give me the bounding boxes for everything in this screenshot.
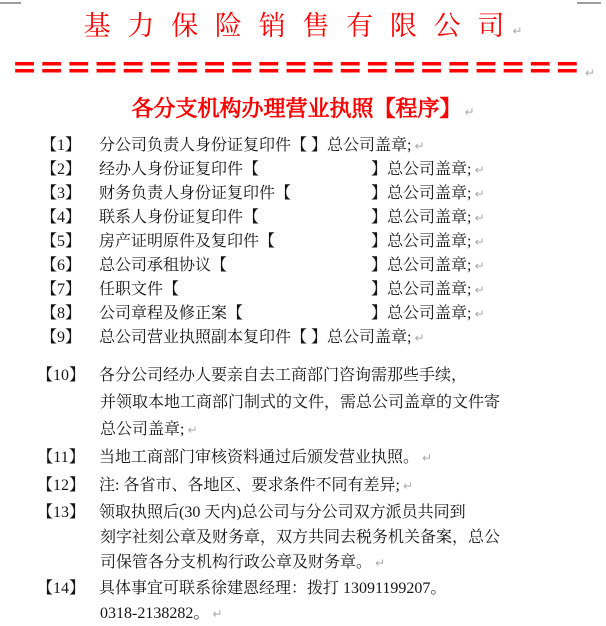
item-number: 【14】 <box>36 580 85 597</box>
text-boundary-mark-right <box>577 2 601 4</box>
return-mark-icon: ↵ <box>474 163 485 177</box>
list-item <box>36 576 606 601</box>
return-mark-icon: ↵ <box>512 24 523 38</box>
list-item <box>36 326 606 350</box>
list-item <box>36 444 606 472</box>
document-title-row <box>0 0 606 49</box>
text-boundary-mark-left <box>0 2 21 4</box>
return-mark-icon: ↵ <box>414 139 425 153</box>
item-number: 【7】 <box>40 281 81 298</box>
item-text: 公司章程及修正案【 】总公司盖章; <box>99 305 472 322</box>
section-heading-row <box>0 95 606 126</box>
item-text: 房产证明原件及复印件【 】总公司盖章; <box>99 233 472 250</box>
list-item <box>36 472 606 500</box>
item-text: 联系人身份证复印件【 】总公司盖章; <box>99 209 472 226</box>
return-mark-icon: ↵ <box>212 607 223 621</box>
item-text: 总公司盖章; <box>100 421 185 438</box>
list-item <box>36 182 606 206</box>
list-item <box>36 134 606 158</box>
list-item <box>36 362 606 389</box>
return-mark-icon: ↵ <box>464 105 475 119</box>
item-text: 0318-2138282。 <box>100 605 210 622</box>
item-number: 【8】 <box>40 305 81 322</box>
list-item <box>36 158 606 182</box>
item-number: 【10】 <box>36 367 85 384</box>
list-item-continuation <box>100 389 606 416</box>
item-number: 【12】 <box>36 477 85 494</box>
company-title: 基 力 保 险 销 售 有 限 公 司 <box>83 11 510 41</box>
list-item <box>36 500 606 525</box>
item-text: 各分公司经办人要亲自去工商部门咨询需那些手续， <box>99 367 468 384</box>
section-heading: 各分支机构办理营业执照【程序】 <box>131 96 462 121</box>
return-mark-icon: ↵ <box>402 479 413 493</box>
item-text: 分公司负责人身份证复印件【 】总公司盖章; <box>99 137 412 154</box>
item-text: 总公司营业执照副本复印件【 】总公司盖章; <box>99 329 412 346</box>
item-text: 并领取本地工商部门制式的文件，需总公司盖章的文件寄 <box>100 394 501 411</box>
item-number: 【2】 <box>40 161 81 178</box>
item-number: 【6】 <box>40 257 81 274</box>
list-item <box>36 254 606 278</box>
numbered-list <box>0 134 606 626</box>
item-number: 【11】 <box>37 449 85 466</box>
item-number: 【9】 <box>40 329 81 346</box>
list-item-continuation <box>100 525 606 550</box>
item-number: 【1】 <box>40 137 81 154</box>
list-item <box>36 206 606 230</box>
list-item <box>36 278 606 302</box>
item-number: 【4】 <box>40 209 81 226</box>
return-mark-icon: ↵ <box>474 235 485 249</box>
return-mark-icon: ↵ <box>474 187 485 201</box>
return-mark-icon: ↵ <box>187 423 198 437</box>
return-mark-icon: ↵ <box>474 283 485 297</box>
item-text: 当地工商部门审核资料通过后颁发营业执照。 <box>99 449 420 466</box>
item-text: 具体事宜可联系徐建恩经理：拨打 13091199207。 <box>99 580 447 597</box>
item-number: 【5】 <box>40 233 81 250</box>
item-text: 总公司承租协议【 】总公司盖章; <box>99 257 472 274</box>
item-text: 注: 各省市、各地区、要求条件不同有差异; <box>99 477 400 494</box>
return-mark-icon: ↵ <box>474 211 485 225</box>
list-item-continuation <box>100 550 606 576</box>
item-text: 领取执照后(30 天内)总公司与分公司双方派员共同到 <box>99 504 466 521</box>
item-number: 【13】 <box>36 504 85 521</box>
return-mark-icon: ↵ <box>474 307 485 321</box>
item-text: 经办人身份证复印件【 】总公司盖章; <box>99 161 472 178</box>
return-mark-icon: ↵ <box>584 66 595 80</box>
item-text: 财务负责人身份证复印件【 】总公司盖章; <box>99 185 472 202</box>
list-item-continuation <box>100 601 606 626</box>
item-number: 【3】 <box>40 185 81 202</box>
item-text: 任职文件【 】总公司盖章; <box>99 281 472 298</box>
return-mark-icon: ↵ <box>474 259 485 273</box>
item-text: 司保管各分支机构行政公章及财务章。 <box>100 554 373 571</box>
separator-row <box>0 50 606 85</box>
return-mark-icon: ↵ <box>422 451 433 465</box>
list-item <box>36 302 606 326</box>
item-text: 刻字社刻公章及财务章，双方共同去税务机关备案，总公 <box>100 529 501 546</box>
separator-line: ===================== <box>12 50 582 85</box>
return-mark-icon: ↵ <box>375 556 386 570</box>
list-item-continuation <box>100 416 606 444</box>
list-item <box>36 230 606 254</box>
return-mark-icon: ↵ <box>414 331 425 345</box>
